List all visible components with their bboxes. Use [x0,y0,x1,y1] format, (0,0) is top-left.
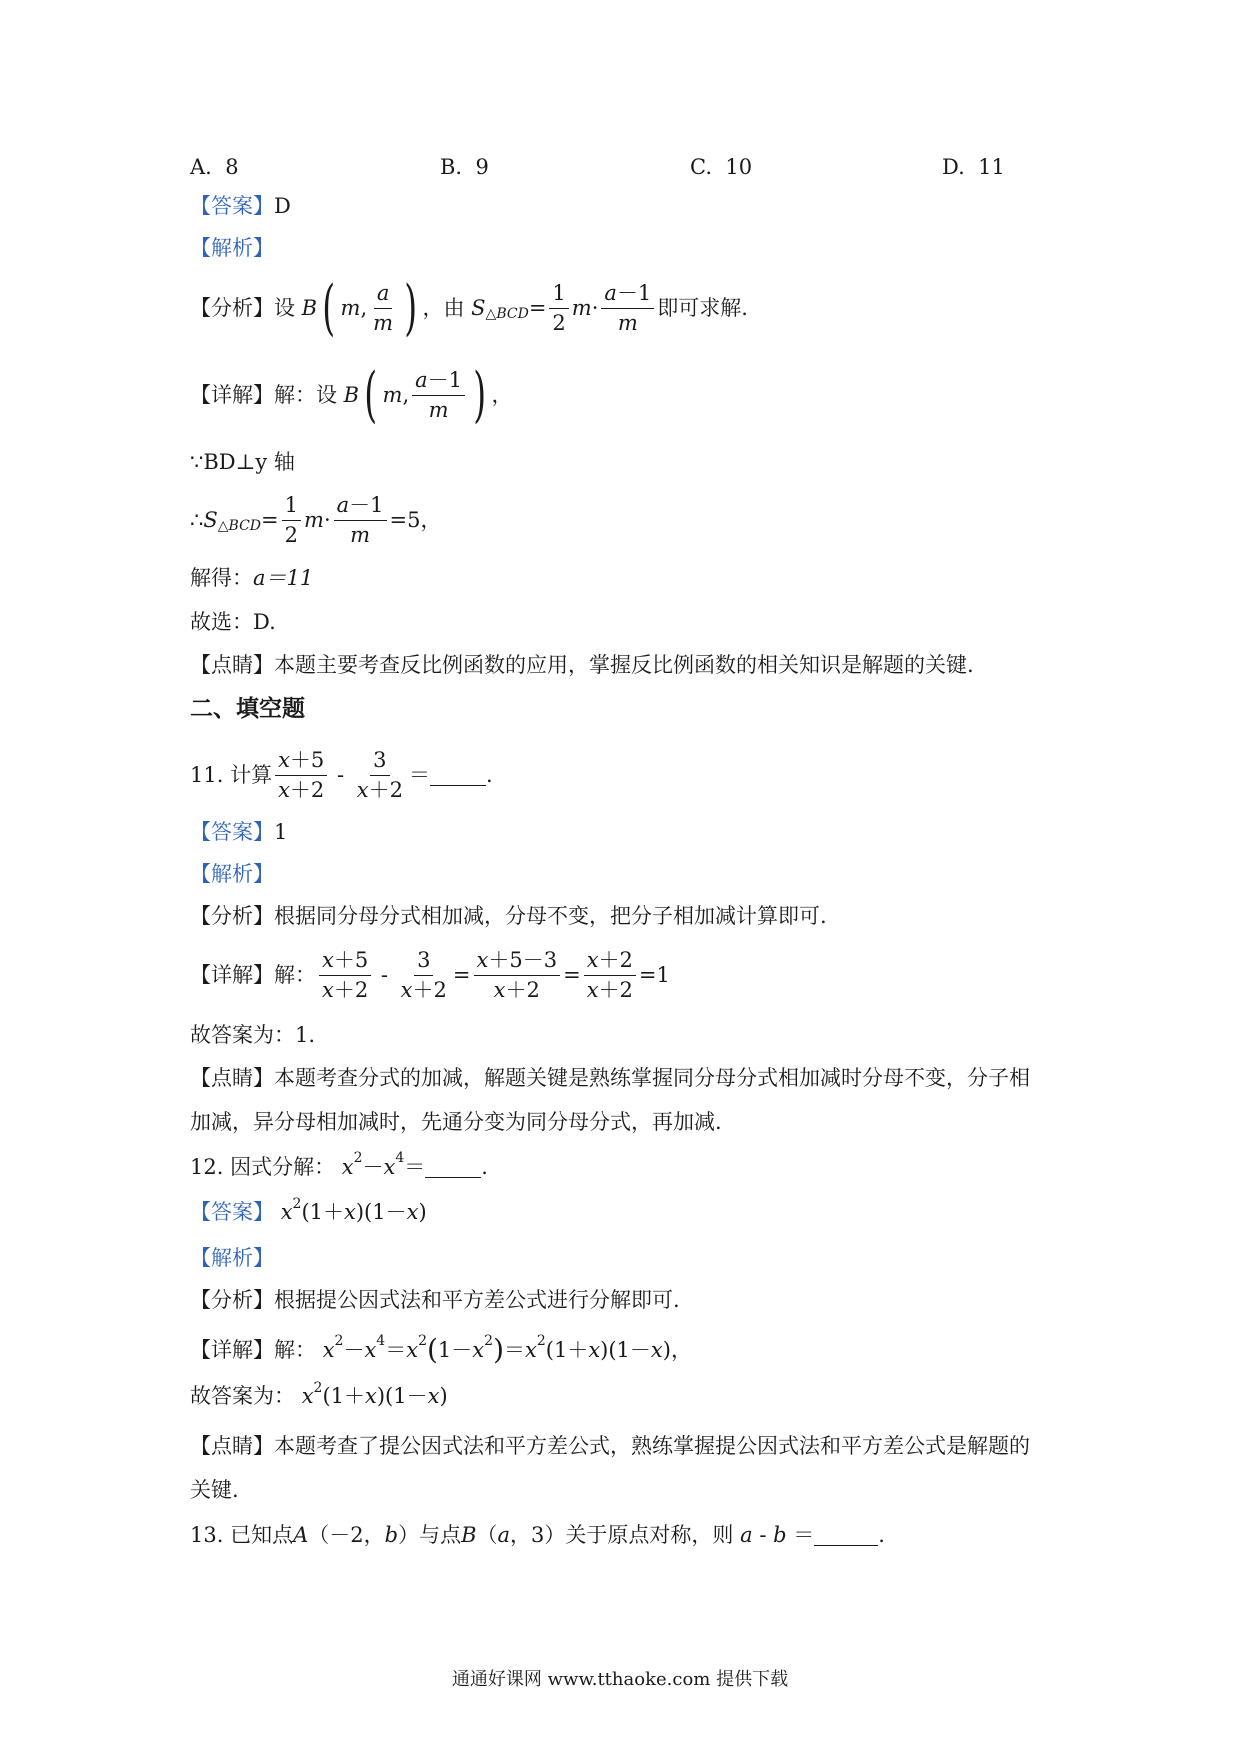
q12-answer-line: 【答案】 x 2 (1＋ x )(1－ x ) [190,1195,427,1224]
q10-fenxi-line: 【分析】 设 B ( m , $\frac{a}{m}$ ) ，由 S △BCD = $\frac{1}{2}$ m · $\frac{a-1}{m}$ 即可求解. [190,273,748,343]
q11-fenxi: 【分析】 根据同分母分式相加减，分母不变，把分子相加减计算即可. [190,904,827,928]
q10-analysis-tag: 【解析】 [190,236,274,260]
q12-analysis-tag: 【解析】 [190,1246,274,1270]
section-heading: 二、填空题 [190,696,305,722]
q10-answer-line [190,196,291,217]
q10-xiangjie-line: 【详解】 解：设 B ( m , $\frac{a-1}{m}$ ) ， [190,360,513,430]
q11-result: 故答案为：1. [190,1023,316,1047]
page-footer: 通通好课网 www.tthaoke.com 提供下载 [451,1669,789,1690]
q11-xiangjie: 【详解】 解： $\frac{x+5}{x+2}$ - $\frac{3}{x+2}$ = $\frac{x+5-3}{x+2}$ = $\frac{x+2}{x+2}$ =1 [190,948,670,1002]
q12-xiangjie: 【详解】 解： x 2 － x 4 ＝ x 2 ( 1－ x 2 ) ＝ x 2 (1＋ x )(1－ x )， [190,1333,692,1366]
option-c: C. 10 [690,155,753,179]
option-b: B. 9 [440,155,489,179]
q12-result: 故答案为： x 2 (1＋ x )(1－ x ) [190,1379,448,1408]
q10-because: ∵BD⊥y 轴 [190,450,295,474]
q11-dianjing-1: 【点睛】 本题考查分式的加减，解题关键是熟练掌握同分母分式相加减时分母不变，分子相 [190,1066,1030,1090]
option-d: D. 11 [942,155,1005,179]
q10-solve: 解得： a＝11 [190,566,314,590]
q13-question: 13. 已知点 A （－2， b ）与点 B （ a ，3）关于原点对称，则 a - b ＝ . [190,1522,885,1547]
document-page [190,0,1070,1754]
q12-dianjing-1: 【点睛】 本题考查了提公因式法和平方差公式，熟练掌握提公因式法和平方差公式是解题的 [190,1434,1030,1458]
option-a: A. 8 [190,155,239,179]
q11-question: 11. 计算 $\frac{x+5}{x+2}$ - $\frac{3}{x+2}$ ＝ . [190,748,493,802]
q12-question: 12. 因式分解： x 2 － x 4 ＝ . [190,1150,488,1179]
q10-choose: 故选：D. [190,610,276,634]
q11-answer-line: 【答案】 1 [190,820,288,844]
q11-analysis-tag: 【解析】 [190,862,274,886]
q10-therefore: ∴ S △BCD = $\frac{1}{2}$ m · $\frac{a-1}{m}$ =5， [190,493,442,547]
answer-tag: 【答案】 [190,194,274,218]
q10-dianjing: 【点睛】 本题主要考查反比例函数的应用，掌握反比例函数的相关知识是解题的关键. [190,653,974,677]
q10-answer: D [274,194,291,218]
q12-fenxi: 【分析】 根据提公因式法和平方差公式进行分解即可. [190,1288,680,1312]
q11-dianjing-2: 加减，异分母相加减时，先通分变为同分母分式，再加减. [190,1110,722,1134]
q12-dianjing-2: 关键. [190,1478,239,1502]
